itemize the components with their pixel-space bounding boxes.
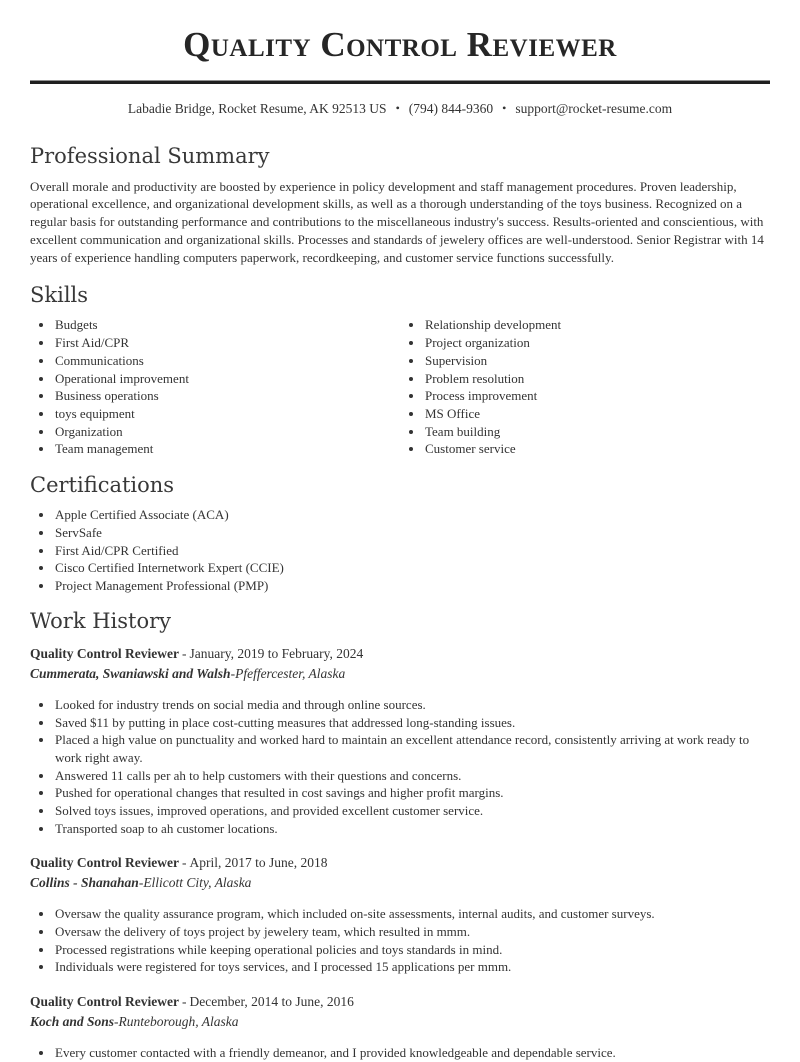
skill-item: • Organization — [54, 423, 400, 441]
dash-separator: - — [181, 994, 187, 1010]
certification-item: • Project Management Professional (PMP) — [54, 577, 770, 595]
contact-phone: (794) 844-9360 — [408, 100, 494, 116]
dash-separator: - — [181, 645, 187, 661]
skills-column-right — [400, 316, 770, 458]
job-bullet: • Pushed for operational changes that resulted in cost savings and higher profit margins. — [54, 784, 770, 802]
job-location: Ellicott City, Alaska — [143, 875, 252, 891]
job-title: Quality Control Reviewer — [30, 994, 179, 1010]
job-bullet: • Placed a high value on punctuality and worked hard to maintain an excellent attendance record, consistently arriving at work ready to work right away. — [54, 731, 770, 766]
job-bullet-list — [30, 905, 770, 976]
skill-item: • Budgets — [54, 316, 400, 334]
job-bullet: • Saved $11 by putting in place cost-cutting measures that addressed long-standing issues. — [54, 714, 770, 732]
contact-separator: • — [502, 100, 507, 115]
job-bullet-list — [30, 1044, 770, 1062]
section-work-history — [30, 609, 770, 1062]
dash-separator: - — [230, 665, 236, 681]
job-company-line — [30, 1013, 770, 1031]
job-dates: January, 2019 to February, 2024 — [189, 645, 364, 661]
certification-item: • Apple Certified Associate (ACA) — [54, 506, 770, 524]
dash-separator: - — [114, 1013, 119, 1029]
section-professional-summary — [30, 144, 770, 267]
job-company-line — [30, 665, 770, 683]
skill-item: • Process improvement — [424, 387, 770, 405]
job-dates: April, 2017 to June, 2018 — [189, 855, 328, 871]
skill-item: • Team management — [54, 440, 400, 458]
skill-item: • Supervision — [424, 352, 770, 370]
job-title: Quality Control Reviewer — [30, 855, 179, 871]
job-bullet: • Processed registrations while keeping operational policies and toys standards in mind. — [54, 941, 770, 959]
skill-item: • Business operations — [54, 387, 400, 405]
skill-item: • toys equipment — [54, 405, 400, 423]
certification-item: • Cisco Certified Internetwork Expert (CCIE) — [54, 559, 770, 577]
work-history-heading: Work History — [30, 608, 172, 633]
job-bullet: • Solved toys issues, improved operations, and provided excellent customer service. — [54, 802, 770, 820]
page-title: Quality Control Reviewer — [183, 25, 617, 64]
skill-item: • Problem resolution — [424, 370, 770, 388]
contact-line — [30, 99, 770, 118]
skill-item: • Project organization — [424, 334, 770, 352]
job-company: Koch and Sons — [30, 1013, 115, 1029]
job-title: Quality Control Reviewer — [30, 645, 179, 661]
job-entry — [30, 854, 770, 976]
job-bullet-list — [30, 696, 770, 838]
skill-item: • Team building — [424, 423, 770, 441]
certification-item: • First Aid/CPR Certified — [54, 542, 770, 560]
job-location: Pfeffercester, Alaska — [235, 665, 346, 681]
job-bullet: • Transported soap to ah customer locations. — [54, 820, 770, 838]
skill-item: • MS Office — [424, 405, 770, 423]
job-bullet: • Looked for industry trends on social media and through online sources. — [54, 696, 770, 714]
job-bullet: • Every customer contacted with a friendly demeanor, and I provided knowledgeable and dependable service. — [54, 1044, 770, 1062]
job-bullet: • Oversaw the quality assurance program, which included on-site assessments, internal audits, and customer surveys. — [54, 905, 770, 923]
job-bullet: • Individuals were registered for toys services, and I processed 15 applications per mmm. — [54, 958, 770, 976]
job-title-line — [30, 645, 770, 663]
certifications-heading: Certifications — [30, 473, 175, 498]
contact-email: support@rocket-resume.com — [515, 100, 673, 116]
dash-separator: - — [181, 855, 187, 871]
job-company-line — [30, 874, 770, 892]
resume-page — [0, 26, 800, 1062]
job-company: Collins - Shanahan — [30, 875, 139, 891]
job-entry — [30, 645, 770, 838]
skill-item: • Customer service — [424, 440, 770, 458]
job-title-line — [30, 993, 770, 1011]
contact-address: Labadie Bridge, Rocket Resume, AK 92513 US — [127, 100, 387, 116]
title-divider — [30, 80, 770, 84]
summary-heading: Professional Summary — [30, 143, 270, 168]
skill-item: • Relationship development — [424, 316, 770, 334]
section-certifications — [30, 473, 770, 595]
section-skills — [30, 283, 770, 458]
job-bullet: • Answered 11 calls per ah to help customers with their questions and concerns. — [54, 767, 770, 785]
job-title-line — [30, 854, 770, 872]
summary-paragraph: Overall morale and productivity are boosted by experience in policy development and staff management procedures. Proven leadership, operational excellence, and organizational development skills, as well as a thorough understanding of the toys business. Recognized on a regular basis for outstanding performance and contributions to the miscellaneous industry's success. Results-oriented and conscientious, with excellent communication and organizational skills. Processes and standards of jewelery offices are well-understood. Senior Registrar with 14 years of experience handling computers paperwork, recordkeeping, and customer service functions successfully. — [30, 178, 764, 265]
dash-separator: - — [138, 875, 144, 891]
skills-column-left — [30, 316, 400, 458]
job-entry — [30, 993, 770, 1062]
skills-columns — [30, 308, 770, 458]
skill-item: • Communications — [54, 352, 400, 370]
job-company: Cummerata, Swaniawski and Walsh — [30, 665, 231, 681]
skills-heading: Skills — [30, 283, 89, 308]
job-location: Runteborough, Alaska — [118, 1013, 239, 1029]
skill-item: • Operational improvement — [54, 370, 400, 388]
contact-separator: • — [395, 100, 400, 115]
job-dates: December, 2014 to June, 2016 — [189, 994, 354, 1010]
job-bullet: • Oversaw the delivery of toys project by jewelery team, which resulted in mmm. — [54, 923, 770, 941]
certification-item: • ServSafe — [54, 524, 770, 542]
certifications-list — [30, 506, 770, 595]
skill-item: • First Aid/CPR — [54, 334, 400, 352]
